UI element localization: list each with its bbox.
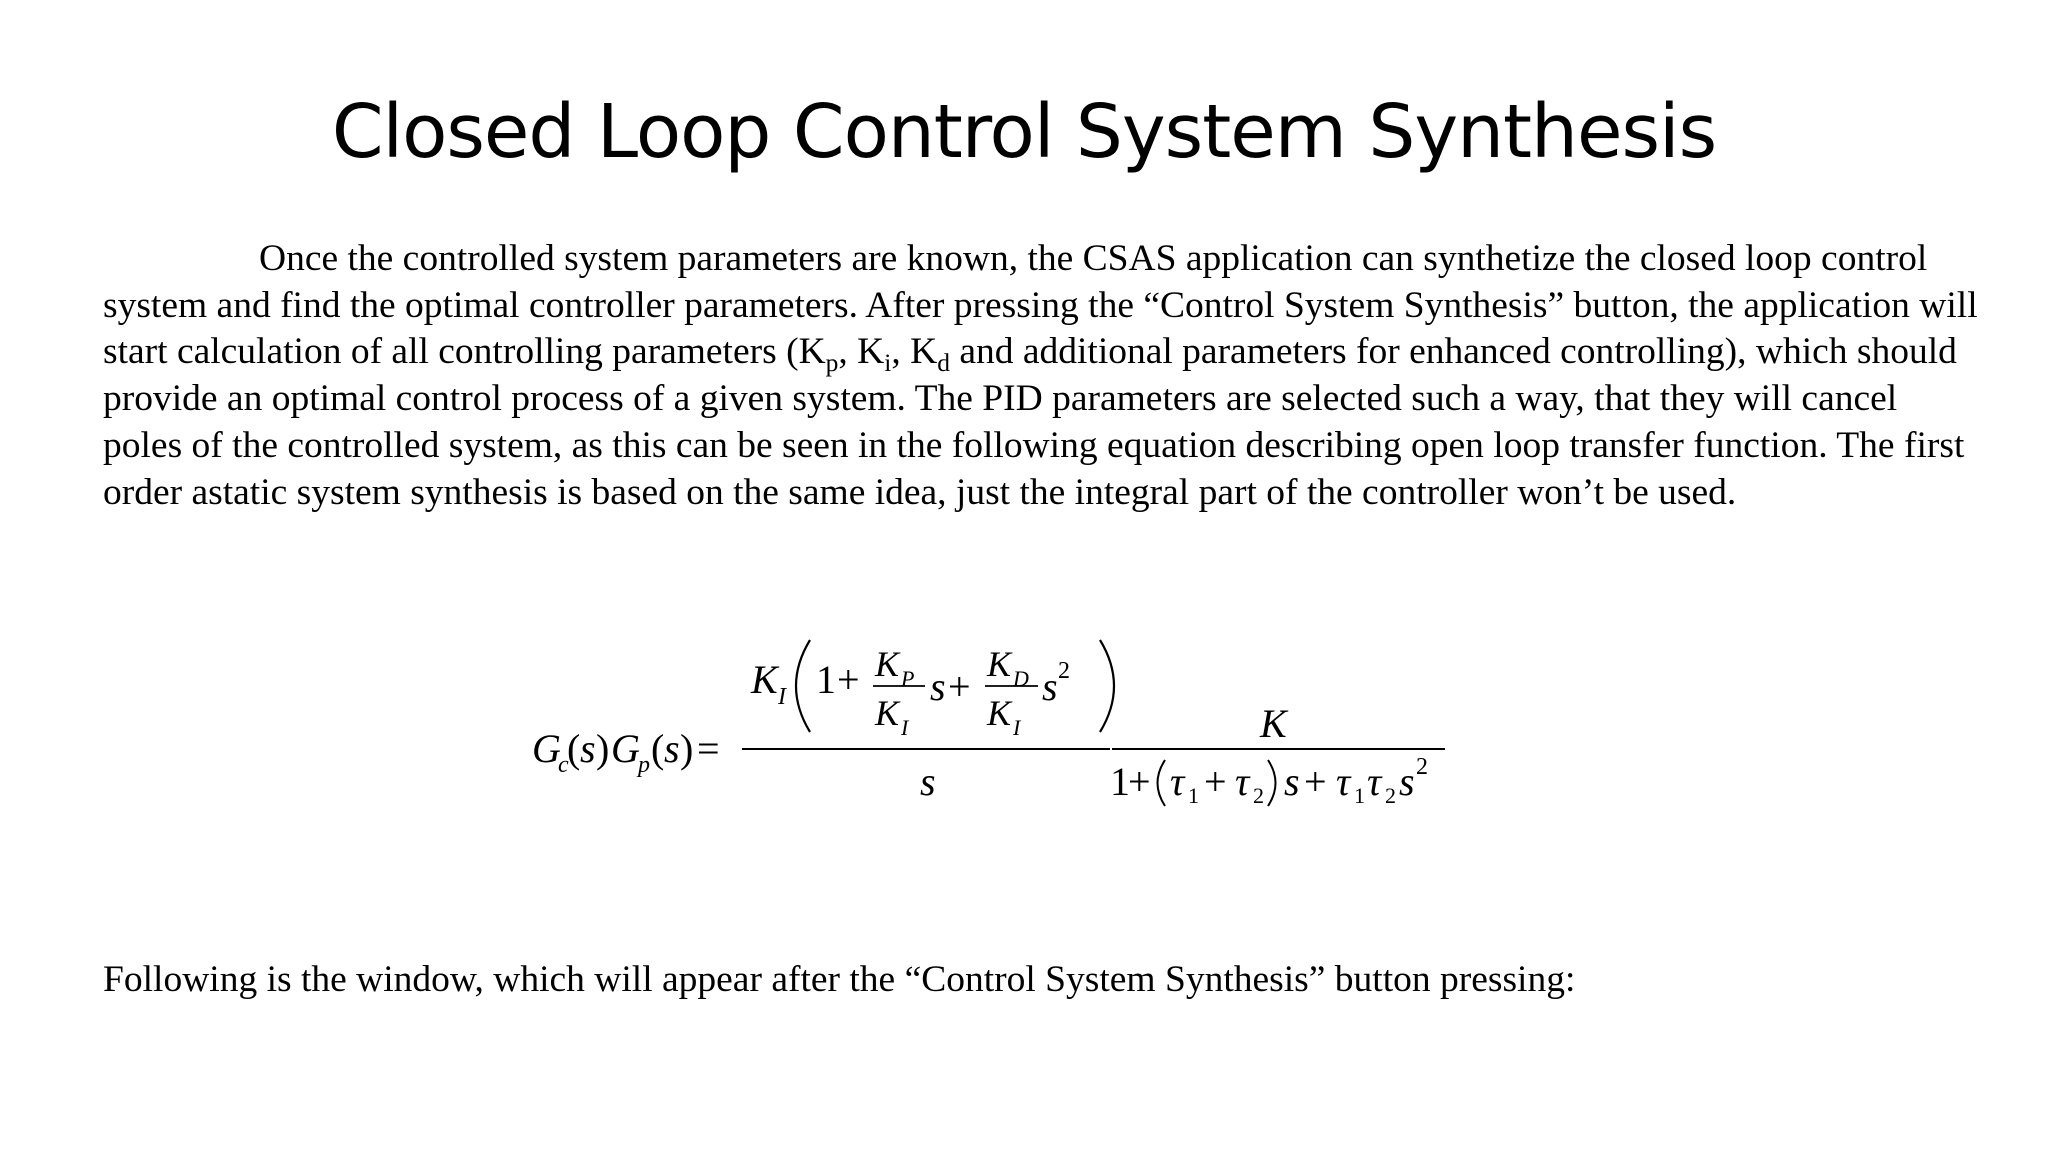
slide-title: Closed Loop Control System Synthesis (331, 89, 1717, 175)
equation-lhs (532, 726, 720, 778)
svg-text:2: 2 (1416, 754, 1428, 780)
svg-text:P: P (901, 666, 915, 691)
svg-text:=: = (697, 726, 720, 771)
svg-text:K: K (987, 644, 1012, 684)
svg-text:K: K (875, 693, 900, 733)
svg-text:+: + (948, 664, 971, 709)
svg-text:K: K (1260, 701, 1287, 746)
svg-text:1: 1 (1354, 783, 1365, 808)
left-fraction (742, 640, 1114, 804)
svg-text:): ) (596, 726, 610, 771)
description-paragraph (103, 236, 1983, 516)
svg-text:+: + (1304, 759, 1327, 804)
svg-text:): ) (680, 726, 694, 771)
svg-text:D: D (1013, 666, 1029, 691)
separator-1: , K (838, 331, 885, 373)
closing-sentence: Following is the window, which will appear after the “Control System Synthesis” button pressing: (103, 959, 1576, 1000)
svg-text:G: G (532, 726, 561, 771)
equation-graphic (520, 630, 1460, 810)
svg-text:2: 2 (1058, 658, 1070, 684)
svg-text:I: I (1013, 715, 1021, 740)
svg-text:τ: τ (1336, 759, 1351, 804)
svg-text:1: 1 (816, 657, 836, 702)
subscript-d: d (937, 348, 950, 378)
svg-text:s: s (930, 664, 946, 709)
transfer-function-equation (520, 630, 1460, 810)
svg-text:s: s (1042, 664, 1058, 709)
svg-text:s: s (580, 726, 596, 771)
svg-text:K: K (875, 644, 900, 684)
svg-text:K: K (987, 693, 1012, 733)
svg-text:τ: τ (1170, 759, 1185, 804)
svg-text:2: 2 (1385, 783, 1396, 808)
svg-text:I: I (778, 684, 786, 710)
svg-text:(: ( (651, 726, 665, 771)
separator-2: , K (891, 331, 938, 373)
svg-text:s: s (920, 759, 936, 804)
svg-text:τ: τ (1367, 759, 1382, 804)
paragraph-text-start: Once the controlled system parameters are known, the CSAS application can synthetize the closed loop control system and find the optimal controller parameters. After pressing the “Control System Synthesis” button, the application will start calculation of all controlling parameters (K (103, 238, 1978, 373)
svg-text:s: s (664, 726, 680, 771)
svg-text:I: I (901, 715, 909, 740)
subscript-p: p (825, 348, 839, 378)
svg-text:p: p (638, 752, 650, 778)
svg-text:(: ( (567, 726, 581, 771)
svg-text:G: G (611, 726, 640, 771)
subscript-i: i (884, 348, 892, 378)
svg-text:K: K (751, 657, 778, 702)
svg-text:s: s (1399, 759, 1415, 804)
svg-text:+: + (837, 657, 860, 702)
svg-text:1: 1 (1110, 759, 1130, 804)
svg-text:1: 1 (1188, 783, 1199, 808)
svg-text:c: c (558, 752, 569, 778)
svg-text:τ: τ (1235, 759, 1250, 804)
svg-text:+: + (1204, 759, 1227, 804)
svg-text:+: + (1128, 759, 1151, 804)
right-fraction (1110, 701, 1445, 808)
svg-text:s: s (1284, 759, 1300, 804)
svg-text:2: 2 (1253, 783, 1264, 808)
paragraph-text-end: and additional parameters for enhanced controlling), which should provide an optimal control process of a given system. The PID parameters are selected such a way, that they will cancel poles of the controlled system, as this can be seen in the following equation describing open loop transfer function. The first order astatic system synthesis is based on the same idea, just the integral part of the controller won’t be used. (103, 331, 1965, 513)
